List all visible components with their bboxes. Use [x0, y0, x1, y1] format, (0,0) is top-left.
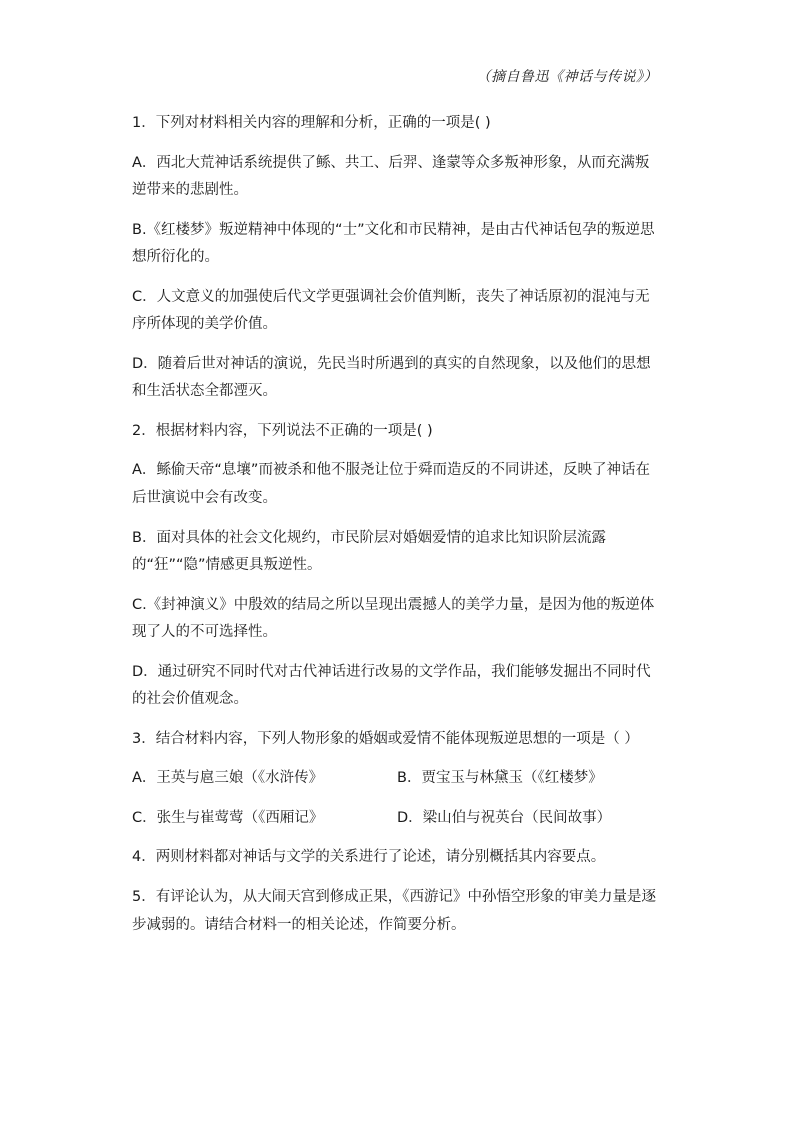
question-3-stem: 3．结合材料内容，下列人物形象的婚姻或爱情不能体现叛逆思想的一项是（ ）	[132, 730, 639, 747]
question-1-option-a: A．西北大荒神话系统提供了鲧、共工、后羿、逢蒙等众多叛神形象，从而充满叛逆带来的悲剧性。	[132, 154, 650, 199]
question-list	[132, 110, 662, 951]
question-3-option-a: A．王英与扈三娘（《水浒传》	[132, 770, 324, 787]
question-2-option-a: A．鲧偷天帝“息壤”而被杀和他不服尧让位于舜而造反的不同讲述，反映了神话在后世演说中会有改变。	[132, 462, 650, 507]
question-3-options-row-2	[132, 805, 662, 833]
source-citation: （摘自鲁迅《神话与传说》）	[476, 69, 658, 85]
question-4-stem: 4．两则材料都对神话与文学的关系进行了论述，请分别概括其内容要点。	[132, 849, 606, 866]
question-1-stem: 1．下列对材料相关内容的理解和分析，正确的一项是( )	[132, 115, 491, 131]
question-3-option-b: B．贾宝玉与林黛玉（《红楼梦》	[397, 770, 603, 787]
question-1-option-b: B.《红楼梦》叛逆精神中体现的“士”文化和市民精神，是由古代神话包孕的叛逆思想所衍化的。	[132, 221, 655, 266]
question-2-option-b: B．面对具体的社会文化规约，市民阶层对婚姻爱情的追求比知识阶层流露的“狂”“隐”情感更具叛逆性。	[132, 529, 606, 574]
question-1-option-c: C．人文意义的加强使后代文学更强调社会价值判断，丧失了神话原初的混沌与无序所体现的美学价值。	[132, 288, 650, 333]
question-1-option-d: D．随着后世对神话的演说，先民当时所遇到的真实的自然现象，以及他们的思想和生活状态全都湮灭。	[132, 355, 651, 400]
question-2-option-c: C.《封神演义》中殷效的结局之所以呈现出震撼人的美学力量，是因为他的叛逆体现了人的不可选择性。	[132, 596, 655, 641]
question-3-options-row-1	[132, 765, 662, 793]
question-3-option-d: D．梁山伯与祝英台（民间故事）	[397, 809, 612, 826]
question-2-stem: 2．根据材料内容，下列说法不正确的一项是( )	[132, 422, 433, 439]
question-5-stem: 5．有评论认为，从大闹天宫到修成正果，《西游记》中孙悟空形象的审美力量是逐步减弱的。请结合材料一的相关论述，作简要分析。	[132, 889, 656, 933]
question-3-option-c: C．张生与崔莺莺（《西厢记》	[132, 809, 324, 826]
question-2-option-d: D．通过研究不同时代对古代神话进行改易的文学作品，我们能够发掘出不同时代的社会价值观念。	[132, 663, 651, 708]
